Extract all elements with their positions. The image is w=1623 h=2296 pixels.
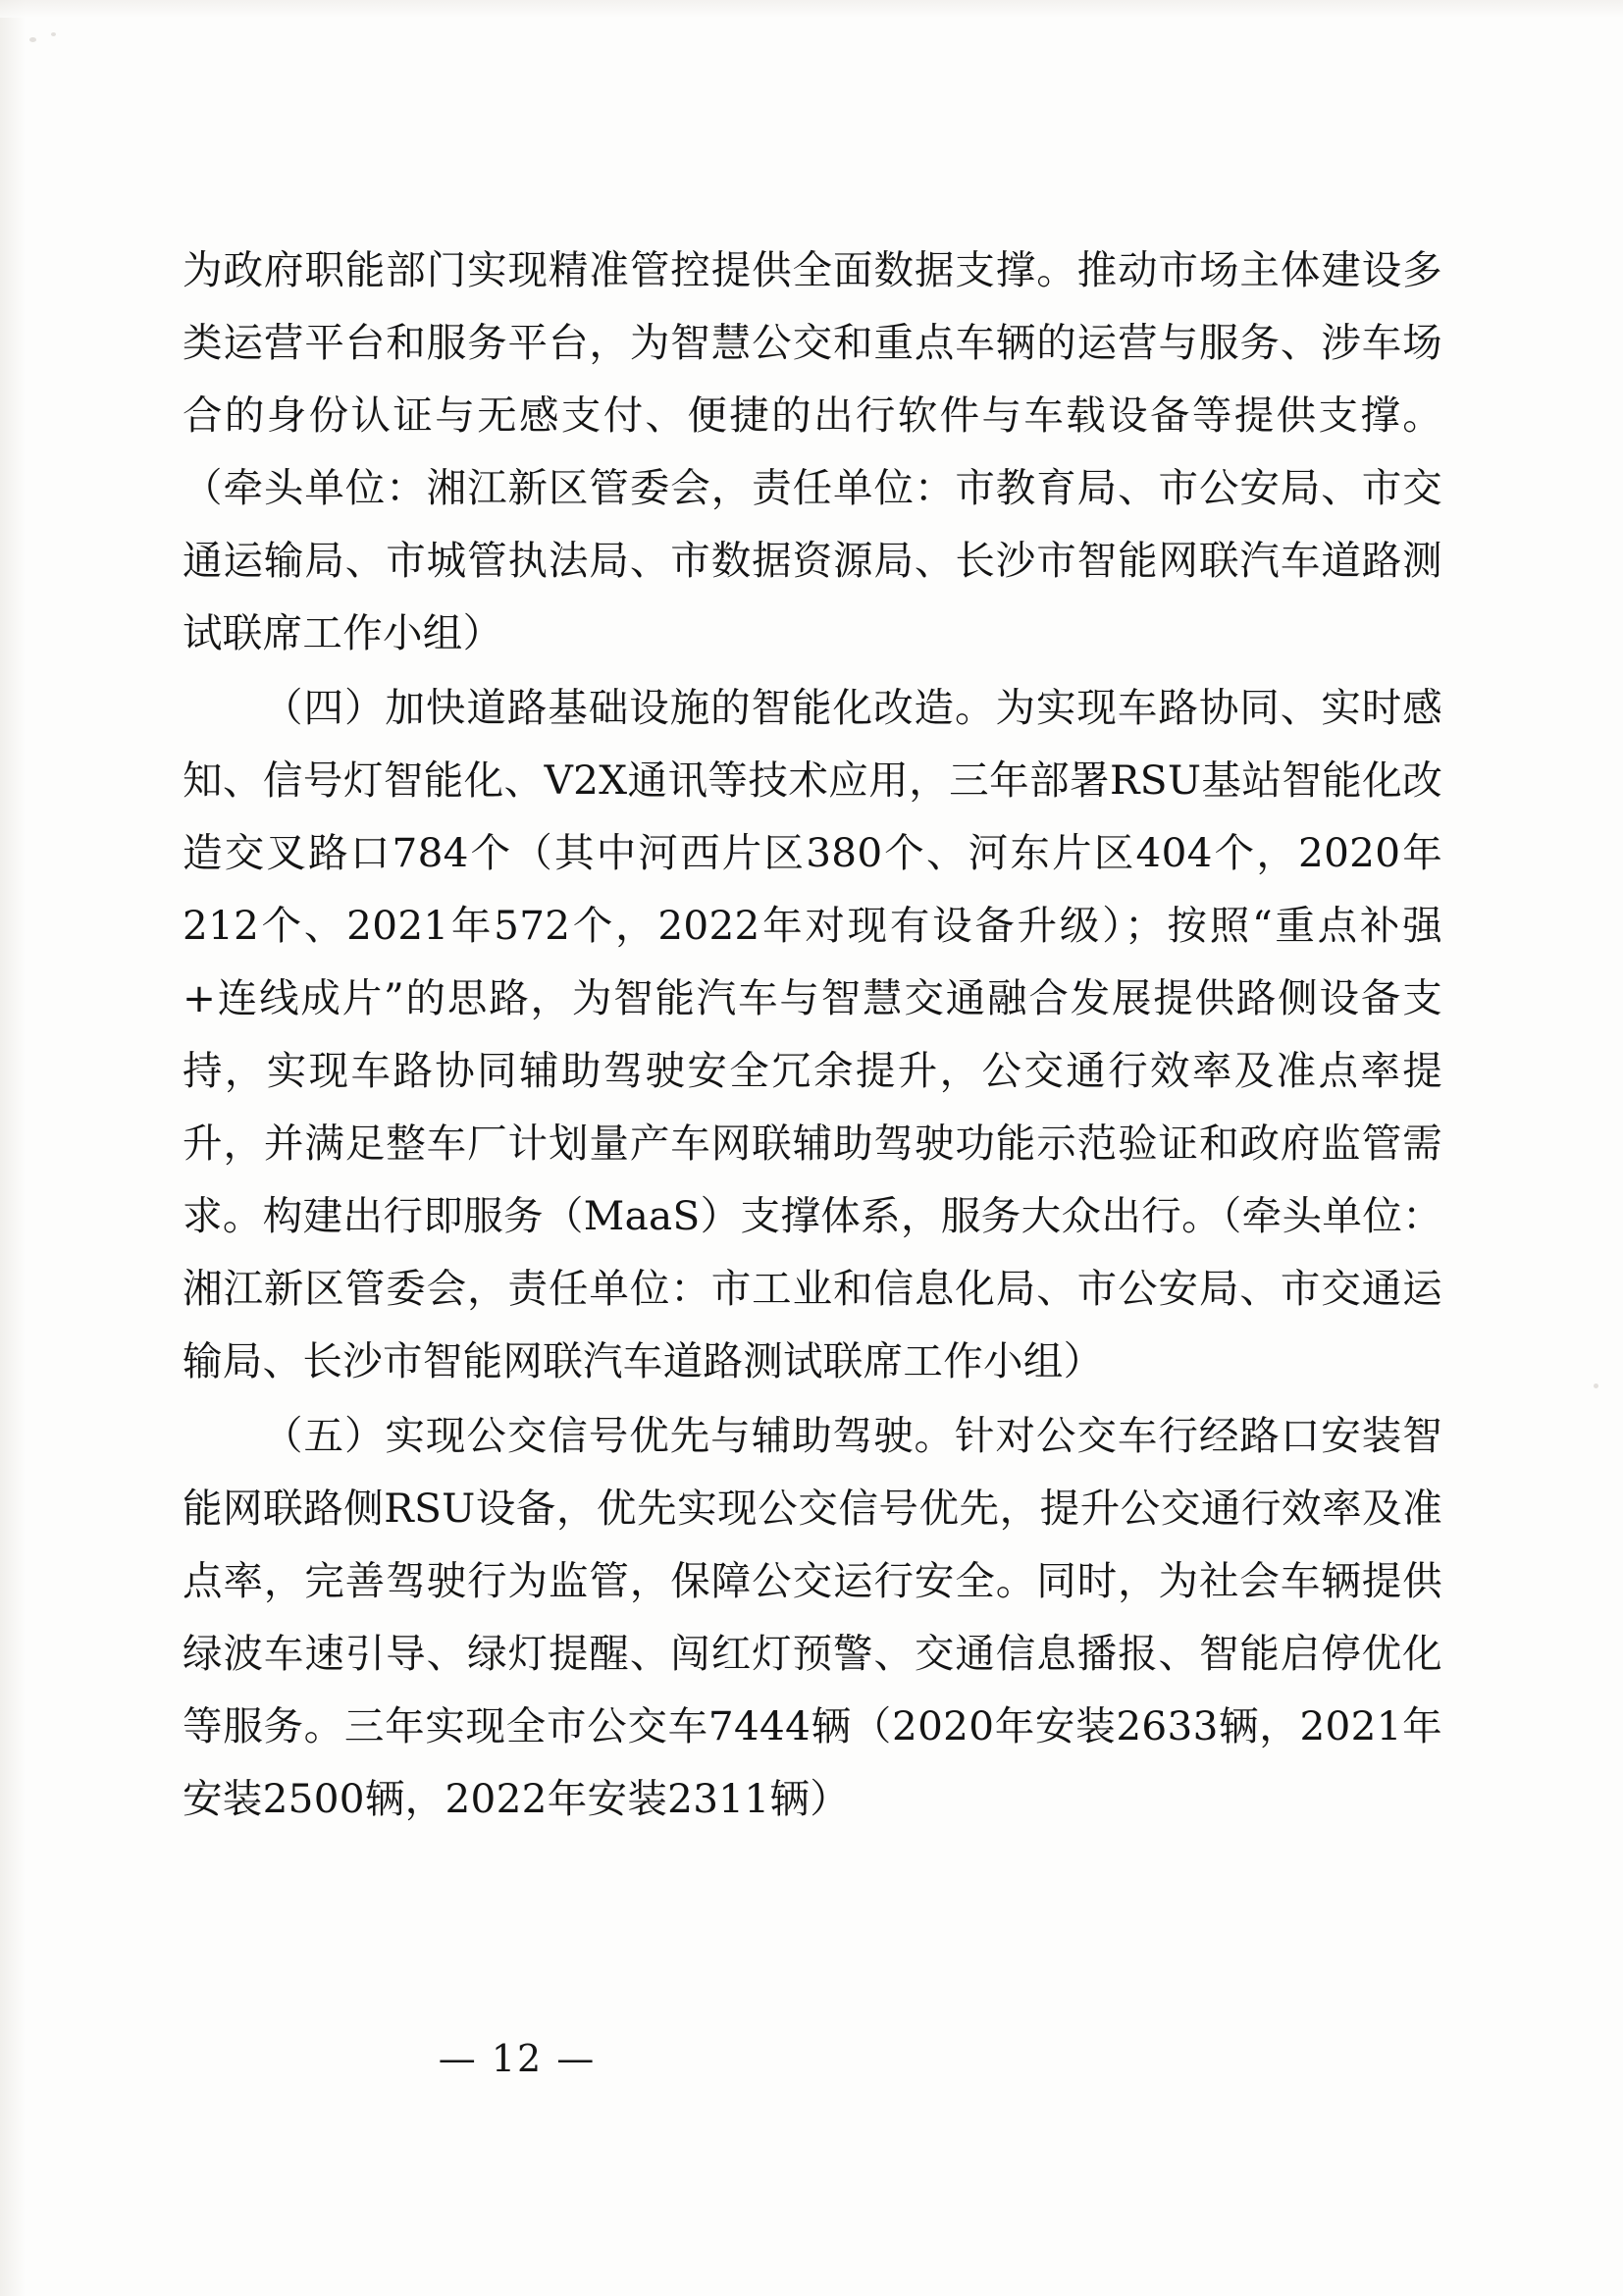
document-body (183, 234, 1442, 1837)
scan-speck (51, 32, 56, 36)
scan-speck (1594, 1383, 1598, 1388)
scan-edge-left (0, 0, 26, 2296)
page-footer (0, 2037, 1623, 2080)
scan-speck (29, 37, 36, 42)
paragraph-continuation: 为政府职能部门实现精准管控提供全面数据支撑。推动市场主体建设多类运营平台和服务平台，为智慧公交和重点车辆的运营与服务、涉车场合的身份认证与无感支付、便捷的出行软件与车载设备等提供支撑。（牵头单位：湘江新区管委会，责任单位：市教育局、市公安局、市交通运输局、市城管执法局、市数据资源局、长沙市智能网联汽车道路测试联席工作小组） (183, 246, 1442, 656)
paragraph-item-five: （五）实现公交信号优先与辅助驾驶。针对公交车行经路口安装智能网联路侧RSU设备，优先实现公交信号优先，提升公交通行效率及准点率，完善驾驶行为监管，保障公交运行安全。同时，为社会车辆提供绿波车速引导、绿灯提醒、闯红灯预警、交通信息播报、智能启停优化等服务。三年实现全市公交车7444辆（2020年安装2633辆，2021年安装2500辆，2022年安装2311辆） (183, 1412, 1442, 1822)
page-number: — 12 — (438, 2037, 597, 2080)
scan-edge-top (0, 0, 1623, 18)
paragraph-item-four: （四）加快道路基础设施的智能化改造。为实现车路协同、实时感知、信号灯智能化、V2X通讯等技术应用，三年部署RSU基站智能化改造交叉路口784个（其中河西片区380个、河东片区404个，2020年212个、2021年572个，2022年对现有设备升级）；按照“重点补强+连线成片”的思路，为智能汽车与智慧交通融合发展提供路侧设备支持，实现车路协同辅助驾驶安全冗余提升，公交通行效率及准点率提升，并满足整车厂计划量产车网联辅助驾驶功能示范验证和政府监管需求。构建出行即服务（MaaS）支撑体系，服务大众出行。（牵头单位：湘江新区管委会，责任单位：市工业和信息化局、市公安局、市交通运输局、长沙市智能网联汽车道路测试联席工作小组） (183, 684, 1442, 1384)
